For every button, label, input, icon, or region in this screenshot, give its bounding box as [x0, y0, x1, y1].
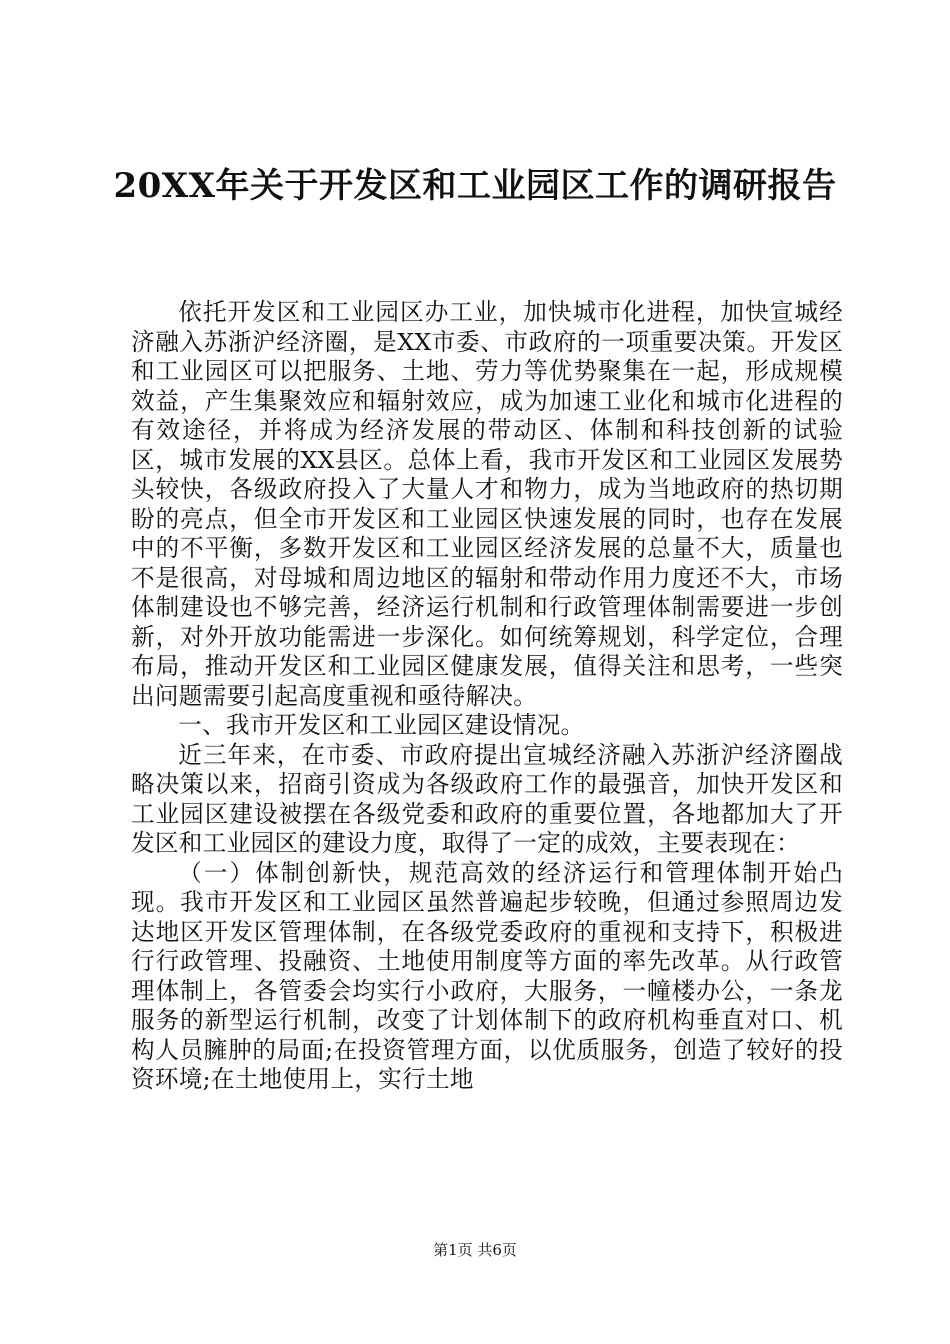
document-body: [131, 298, 843, 1095]
paragraph-overview: 近三年来，在市委、市政府提出宣城经济融入苏浙沪经济圈战略决策以来，招商引资成为各级政府工作的最强音，加快开发区和工业园区建设被摆在各级党委和政府的重要位置，各地都加大了开发区和工业园区的建设力度，取得了一定的成效，主要表现在：: [131, 740, 843, 857]
paragraph-intro: 依托开发区和工业园区办工业，加快城市化进程，加快宣城经济融入苏浙沪经济圈，是XX市委、市政府的一项重要决策。开发区和工业园区可以把服务、土地、劳力等优势聚集在一起，形成规模效益，产生集聚效应和辐射效应，成为加速工业化和城市化进程的有效途径，并将成为经济发展的带动区、体制和科技创新的试验区，城市发展的XX县区。总体上看，我市开发区和工业园区发展势头较快，各级政府投入了大量人才和物力，成为当地政府的热切期盼的亮点，但全市开发区和工业园区快速发展的同时，也存在发展中的不平衡，多数开发区和工业园区经济发展的总量不大，质量也不是很高，对母城和周边地区的辐射和带动作用力度还不大，市场体制建设也不够完善，经济运行机制和行政管理体制需要进一步创新，对外开放功能需进一步深化。如何统筹规划，科学定位，合理布局，推动开发区和工业园区健康发展，值得关注和思考，一些突出问题需要引起高度重视和亟待解决。: [131, 298, 843, 710]
paragraph-subsection-1: （一）体制创新快，规范高效的经济运行和管理体制开始凸现。我市开发区和工业园区虽然普遍起步较晚，但通过参照周边发达地区开发区管理体制，在各级党委政府的重视和支持下，积极进行行政管理、投融资、土地使用制度等方面的率先改革。从行政管理体制上，各管委会均实行小政府，大服务，一幢楼办公，一条龙服务的新型运行机制，改变了计划体制下的政府机构垂直对口、机构人员臃肿的局面;在投资管理方面，以优质服务，创造了较好的投资环境;在土地使用上，实行土地: [131, 858, 843, 1093]
document-title: 20XX年关于开发区和工业园区工作的调研报告: [113, 166, 837, 206]
page-number-footer: 第1页 共6页: [433, 1241, 517, 1259]
section-heading: 一、我市开发区和工业园区建设情况。: [178, 711, 585, 739]
